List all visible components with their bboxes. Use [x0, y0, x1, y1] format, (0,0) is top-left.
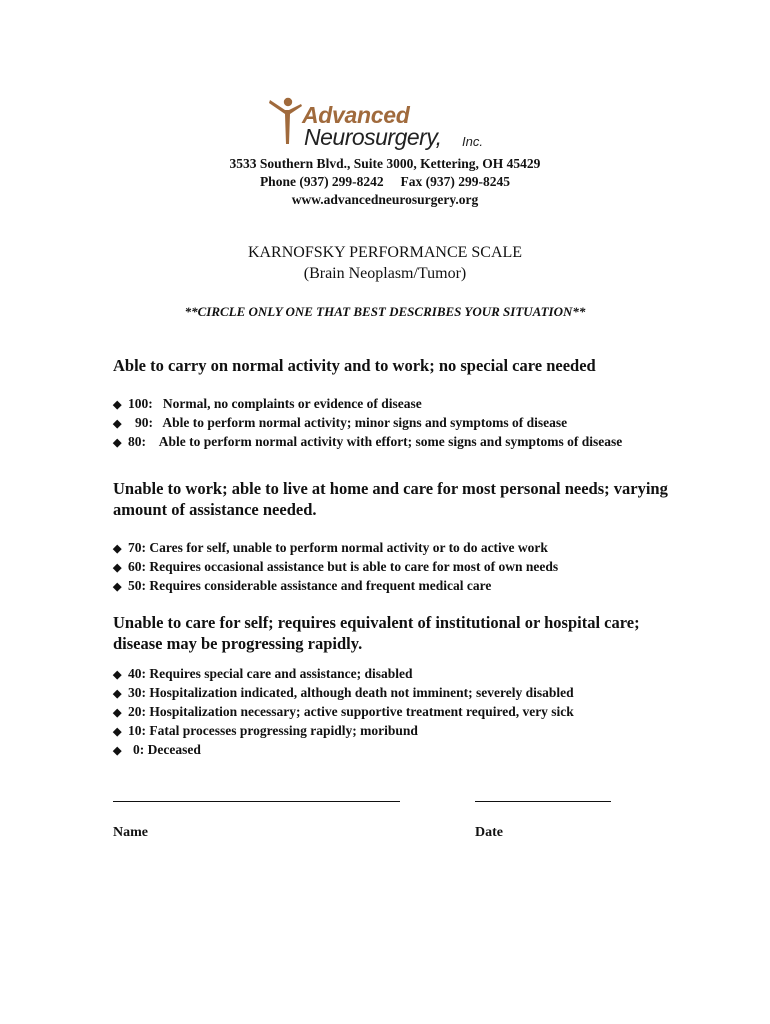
- section-unable-to-work: [113, 478, 673, 596]
- diamond-bullet-icon: ◆: [113, 669, 122, 681]
- diamond-bullet-icon: ◆: [113, 581, 122, 593]
- list-item[interactable]: ◆ 70: Cares for self, unable to perform normal activity or to do active work: [113, 539, 673, 558]
- list-item[interactable]: ◆ 80: Able to perform normal activity with effort; some signs and symptoms of disease: [113, 433, 673, 452]
- list-item[interactable]: ◆ 40: Requires special care and assistance; disabled: [113, 665, 673, 684]
- list-item[interactable]: ◆ 90: Able to perform normal activity; minor signs and symptoms of disease: [113, 414, 673, 433]
- title-main: KARNOFSKY PERFORMANCE SCALE: [247, 244, 523, 261]
- list-item[interactable]: ◆ 50: Requires considerable assistance and frequent medical care: [113, 577, 673, 596]
- instruction-text: **CIRCLE ONLY ONE THAT BEST DESCRIBES YOUR SITUATION**: [184, 304, 586, 319]
- diamond-bullet-icon: ◆: [113, 562, 122, 574]
- phone-fax: Phone (937) 299-8242 Fax (937) 299-8245: [259, 174, 511, 189]
- website: www.advancedneurosurgery.org: [291, 192, 479, 207]
- diamond-bullet-icon: ◆: [113, 418, 122, 430]
- list-item[interactable]: ◆ 0: Deceased: [113, 741, 673, 760]
- date-label: Date: [475, 825, 503, 840]
- list-item[interactable]: ◆ 100: Normal, no complaints or evidence of disease: [113, 395, 673, 414]
- list-item[interactable]: ◆ 60: Requires occasional assistance but is able to care for most of own needs: [113, 558, 673, 577]
- logo-word-neurosurgery: Neurosurgery,: [304, 124, 442, 150]
- list-item[interactable]: ◆ 20: Hospitalization necessary; active supportive treatment required, very sick: [113, 703, 673, 722]
- diamond-bullet-icon: ◆: [113, 707, 122, 719]
- logo-suffix-inc: Inc.: [462, 134, 483, 149]
- diamond-bullet-icon: ◆: [113, 543, 122, 555]
- name-signature-line[interactable]: [113, 801, 400, 802]
- street-address: 3533 Southern Blvd., Suite 3000, Kettering, OH 45429: [229, 156, 541, 171]
- diamond-bullet-icon: ◆: [113, 437, 122, 449]
- section-heading: Able to carry on normal activity and to work; no special care needed: [113, 356, 596, 375]
- date-signature-line[interactable]: [475, 801, 611, 802]
- section-heading: Unable to care for self; requires equivalent of institutional or hospital care; disease may be progressing rapidly.: [113, 613, 640, 653]
- logo-word-advanced: Advanced: [302, 102, 410, 128]
- list-item[interactable]: ◆ 10: Fatal processes progressing rapidly; moribund: [113, 722, 673, 741]
- document-title: [0, 242, 770, 284]
- diamond-bullet-icon: ◆: [113, 399, 122, 411]
- address-block: [0, 155, 770, 209]
- diamond-bullet-icon: ◆: [113, 745, 122, 757]
- section-normal-activity: [113, 355, 673, 452]
- section-unable-to-care: [113, 612, 673, 760]
- section-heading: Unable to work; able to live at home and care for most personal needs; varying amount of assistance needed.: [113, 479, 668, 519]
- list-item[interactable]: ◆ 30: Hospitalization indicated, although death not imminent; severely disabled: [113, 684, 673, 703]
- name-label: Name: [113, 825, 148, 840]
- diamond-bullet-icon: ◆: [113, 688, 122, 700]
- person-figure-icon: [268, 96, 302, 148]
- company-logo: [268, 96, 508, 154]
- diamond-bullet-icon: ◆: [113, 726, 122, 738]
- title-subtitle: (Brain Neoplasm/Tumor): [303, 265, 467, 282]
